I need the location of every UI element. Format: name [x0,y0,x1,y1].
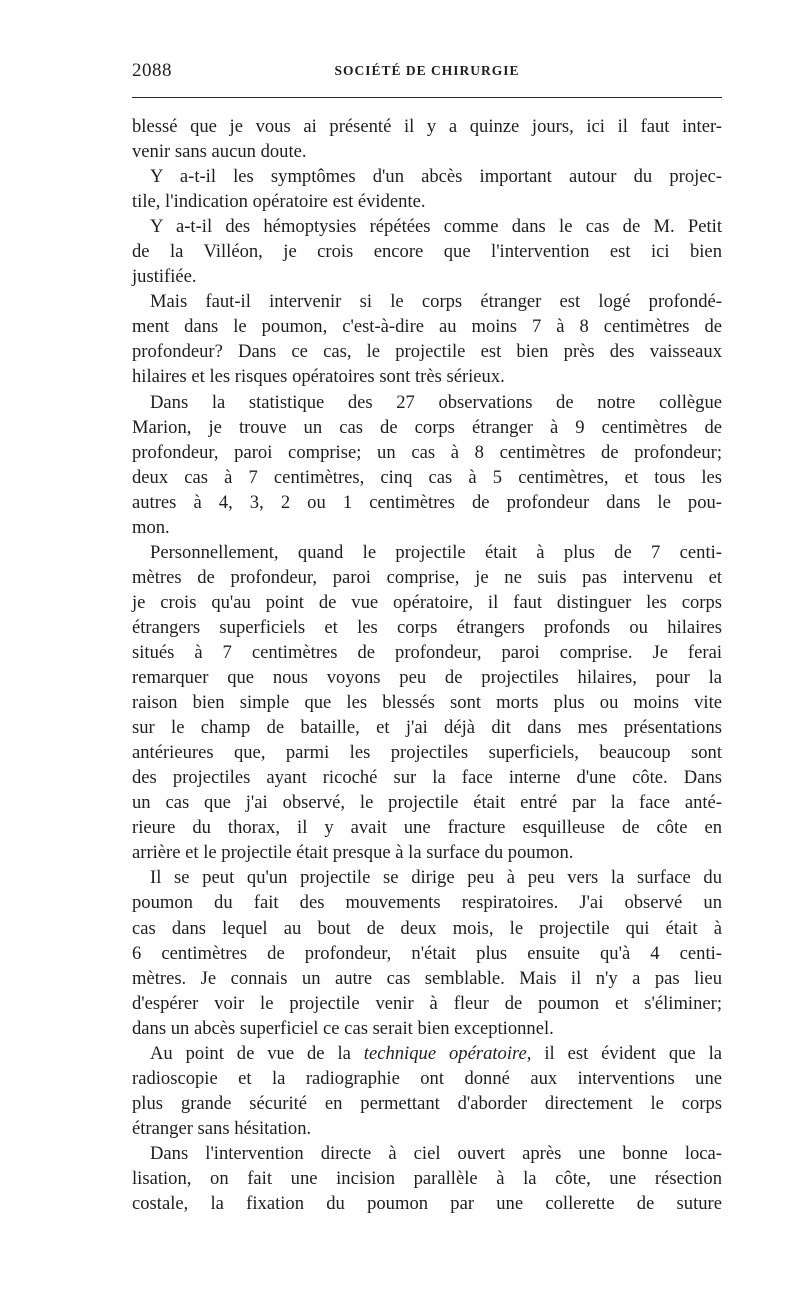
text-line: deux cas à 7 centimètres, cinq cas à 5 centimètres, et tous les [132,466,722,488]
header-rule [132,97,722,98]
page-number: 2088 [132,60,172,81]
page-header [132,60,722,90]
text-line: dans un abcès superficiel ce cas serait bien exceptionnel. [132,1017,554,1039]
text-line: des projectiles ayant ricoché sur la face interne d'une côte. Dans [132,767,722,789]
body-text [132,114,722,1216]
text-line: rieure du thorax, il y avait une fracture esquilleuse de côte en [132,817,722,839]
text-line: hilaires et les risques opératoires sont très sérieux. [132,366,505,388]
text-line: autres à 4, 3, 2 ou 1 centimètres de profondeur dans le pou- [132,491,722,513]
text-line: remarquer que nous voyons peu de projectiles hilaires, pour la [132,667,722,689]
text-line: costale, la fixation du poumon par une collerette de suture [132,1193,722,1215]
text-line: un cas que j'ai observé, le projectile était entré par la face anté- [132,792,722,814]
text-line: mètres. Je connais un autre cas semblable. Mais il n'y a pas lieu [132,967,722,989]
text-line: de la Villéon, je crois encore que l'intervention est ici bien [132,241,722,263]
text-line: Dans l'intervention directe à ciel ouvert après une bonne loca- [150,1142,722,1164]
text-line: blessé que je vous ai présenté il y a quinze jours, ici il faut inter- [132,116,722,137]
text-line: poumon du fait des mouvements respiratoires. J'ai observé un [132,892,722,914]
running-title: SOCIÉTÉ DE CHIRURGIE [334,63,520,78]
text-run: , il est évident que la [526,1042,722,1064]
text-line: Y a-t-il des hémoptysies répétées comme dans le cas de M. Petit [150,216,722,238]
text-line: mètres de profondeur, paroi comprise, je ne suis pas intervenu et [132,566,722,588]
text-line-with-italic [132,1041,722,1066]
text-line: Dans la statistique des 27 observations de notre collègue [150,391,722,413]
text-line: justifiée. [132,266,197,288]
text-line: 6 centimètres de profondeur, n'était plus ensuite qu'à 4 centi- [132,942,722,964]
text-line: je crois qu'au point de vue opératoire, il faut distinguer les corps [132,591,722,613]
text-line: étranger sans hésitation. [132,1117,312,1139]
text-line: d'espérer voir le projectile venir à fleur de poumon et s'éliminer; [132,992,722,1014]
text-line: Marion, je trouve un cas de corps étranger à 9 centimètres de [132,416,722,438]
text-run: Au point de vue de la [150,1042,364,1064]
text-line: radioscopie et la radiographie ont donné aux interventions une [132,1067,722,1089]
text-line: étrangers superficiels et les corps étrangers profonds ou hilaires [132,616,722,638]
text-line: Y a-t-il les symptômes d'un abcès important autour du projec- [150,166,722,188]
text-line: Personnellement, quand le projectile était à plus de 7 centi- [150,541,722,563]
text-line: Il se peut qu'un projectile se dirige peu à peu vers la surface du [150,867,722,889]
text-line: arrière et le projectile était presque à la surface du poumon. [132,842,574,864]
text-line: sur le champ de bataille, et j'ai déjà dit dans mes présentations [132,717,722,739]
text-line: tile, l'indication opératoire est évidente. [132,191,426,213]
text-line: situés à 7 centimètres de profondeur, paroi comprise. Je ferai [132,641,722,663]
text-line: venir sans aucun doute. [132,141,307,163]
italic-phrase: technique opératoire [363,1042,527,1064]
text-line: mon. [132,516,170,538]
text-line: ment dans le poumon, c'est-à-dire au moins 7 à 8 centimètres de [132,316,722,338]
text-line: plus grande sécurité en permettant d'aborder directement le corps [132,1092,722,1114]
text-line: antérieures que, parmi les projectiles superficiels, beaucoup sont [132,742,722,764]
text-line: profondeur, paroi comprise; un cas à 8 centimètres de profondeur; [132,441,722,463]
text-line: raison bien simple que les blessés sont morts plus ou moins vite [132,692,722,714]
text-line: lisation, on fait une incision parallèle à la côte, une résection [132,1167,722,1189]
text-line: cas dans lequel au bout de deux mois, le projectile qui était à [132,917,722,939]
text-line: Mais faut-il intervenir si le corps étranger est logé profondé- [150,291,722,313]
text-line: profondeur? Dans ce cas, le projectile est bien près des vaisseaux [132,341,722,363]
